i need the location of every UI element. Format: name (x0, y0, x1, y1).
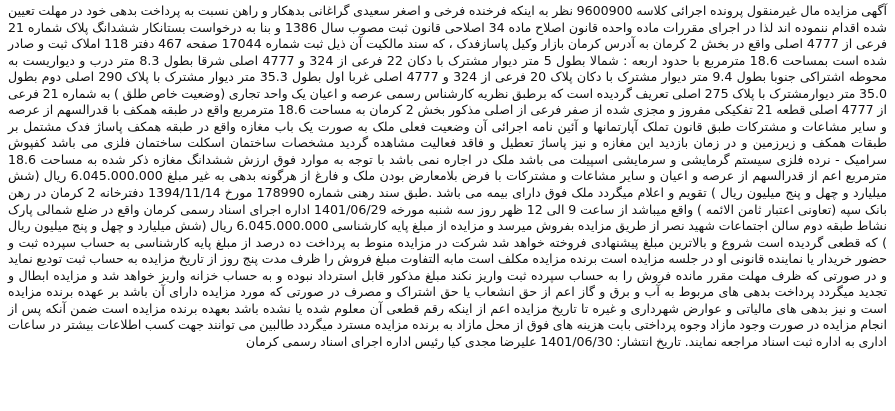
notice-body-text: آگهی مزایده مال غیرمنقول پرونده اجرائی کلاسه 9600900 نظر به اینکه فرخنده فرخی و اصغر سعیدی گراغانی بدهکار و راهن نسبت به پرداخت بدهی خود در مهلت تعیین شده اقدام ننموده اند لذا در اجرای مقررات ماده واحده قانون اصلاح ماده 34 اصلاحی قانون ثبت مصوب سال 1386 و بنا به درخواست بستانکار ششدانگ پلاک شماره 21 فرعی از 4777 اصلی واقع در بخش 2 کرمان به آدرس کرمان بازار وکیل پاسازفدک ، که سند مالکیت آن ذیل ثبت شماره 17044 صفحه 467 دفتر 118 املاک ثبت و صادر شده است بمساحت 18.6 مترمربع با حدود اربعه : شمالا بطول 5 متر دیوار مشترک با دکان 22 فرعی از 324 و 4777 اصلی شرقا بطول 8.3 متر درب و دیواریست به محوطه اشتراکی جنوبا بطول 9.4 متر دیوار مشترک با دکان پلاک 20 فرعی از 324 و 4777 اصلی غربا اول بطول 35.3 متر دیوار مشترک با پلاک 290 اصلی دوم بطول 35.0 متر دیوارمشترک با پلاک 275 اصلی تعریف گردیده است که برطبق نظریه کارشناس رسمی عرصه و اعیان یک واحد تجاری (وضعیت خاص طلق ) به شماره 21 فرعی از 4777 اصلی قطعه 21 تفکیکی مفروز و مجزی شده از صفر فرعی از اصلی مذکور بخش 2 کرمان به مساحت 18.6 مترمربع واقع در طبقه همکف با قدرالسهم از عرصه و سایر مشاعات و مشترکات طبق قانون تملک آپارتمانها و آئین نامه اجرائی آن وضعیت فعلی ملک به صورت یک باب مغازه واقع در طبقه همکف پاساژ فدک مشتمل بر طبقات همکف و زیرزمین و در زمان بازدید این مغازه و نیز پاساژ تعطیل و فاقد فعالیت مشاهده گردید مشخصات ساختمان اسکلت ساختمان فلزی می باشد کفپوش سرامیک - نرده فلزی سیستم گرمایشی و سرمایشی اسپیلت می باشد ملک در اجاره نمی باشد با توجه به موارد فوق ارزش ششدانگ مغازه ذکر شده به مساحت 18.6 مترمربع اعم از قدرالسهم از عرصه و اعیان و سایر مشاعات و مشترکات با فرض بلامعارض بودن ملک و فارغ از هرگونه بدهی به غیر مبلغ 6.045.000.000 ریال (شش میلیارد و چهل و پنج میلیون ریال ) تقویم و اعلام میگردد ملک فوق دارای بیمه می باشد .طبق سند رهنی شماره 178990 مورخ 1394/11/14 دفترخانه 2 کرمان در رهن بانک سپه (تعاونی اعتبار ثامن الائمه ) واقع میباشد از ساعت 9 الی 12 ظهر روز سه شنبه مورخه 1401/06/29 اداره اجرای اسناد رسمی کرمان واقع در ضلع شمالی پارک نشاط طبقه دوم سالن اجتماعات شهید نصر از طریق مزایده بفروش میرسد و مزایده از مبلغ پایه کارشناسی 6.045.000.000 ریال (شش میلیارد و چهل و پنج میلیون ریال ) که قطعی گردیده است شروع و بالاترین مبلغ پیشنهادی فروخته خواهد شد شرکت در مزایده منوط به پرداخت ده درصد از مبلغ پایه کارشناسی به حساب سپرده ثبت و حضور خریدار یا نماینده قانونی او در جلسه مزایده است برنده مزایده مکلف است مابه التفاوت مبلغ فروش را ظرف مدت پنج روز از تاریخ مزایده به حساب ثبت تودیع نماید و در صورتی که ظرف مهلت مقرر مانده فروش را به حساب سپرده ثبت واریز نکند مبلغ مذکور قابل استرداد نبوده و به حساب خزانه واریز خواهد شد و مزایده ابطال و تجدید میگردد پرداخت بدهی های مربوط به آب و برق و گاز اعم از حق انشعاب یا حق اشتراک و مصرف در صورتی که مورد مزایده دارای آن باشد بر عهده برنده مزایده است و نیز بدهی های مالیاتی و عوارض شهرداری و غیره تا تاریخ مزایده اعم از اینکه رقم قطعی آن معلوم شده یا نشده باشد بعهده برنده مزایده است ضمن آنکه پس از انجام مزایده در صورت وجود مازاد وجوه پرداختی بابت هزینه های فوق از محل مازاد به برنده مزایده مسترد میگردد طالبین می توانند جهت کسب اطلاعات بیشتر در ساعات اداری به اداره ثبت اسناد مراجعه نمایند. تاریخ انتشار: 1401/06/30 علیرضا مجدی کیا رئیس اداره اجرای اسناد رسمی کرمان (8, 3, 888, 349)
